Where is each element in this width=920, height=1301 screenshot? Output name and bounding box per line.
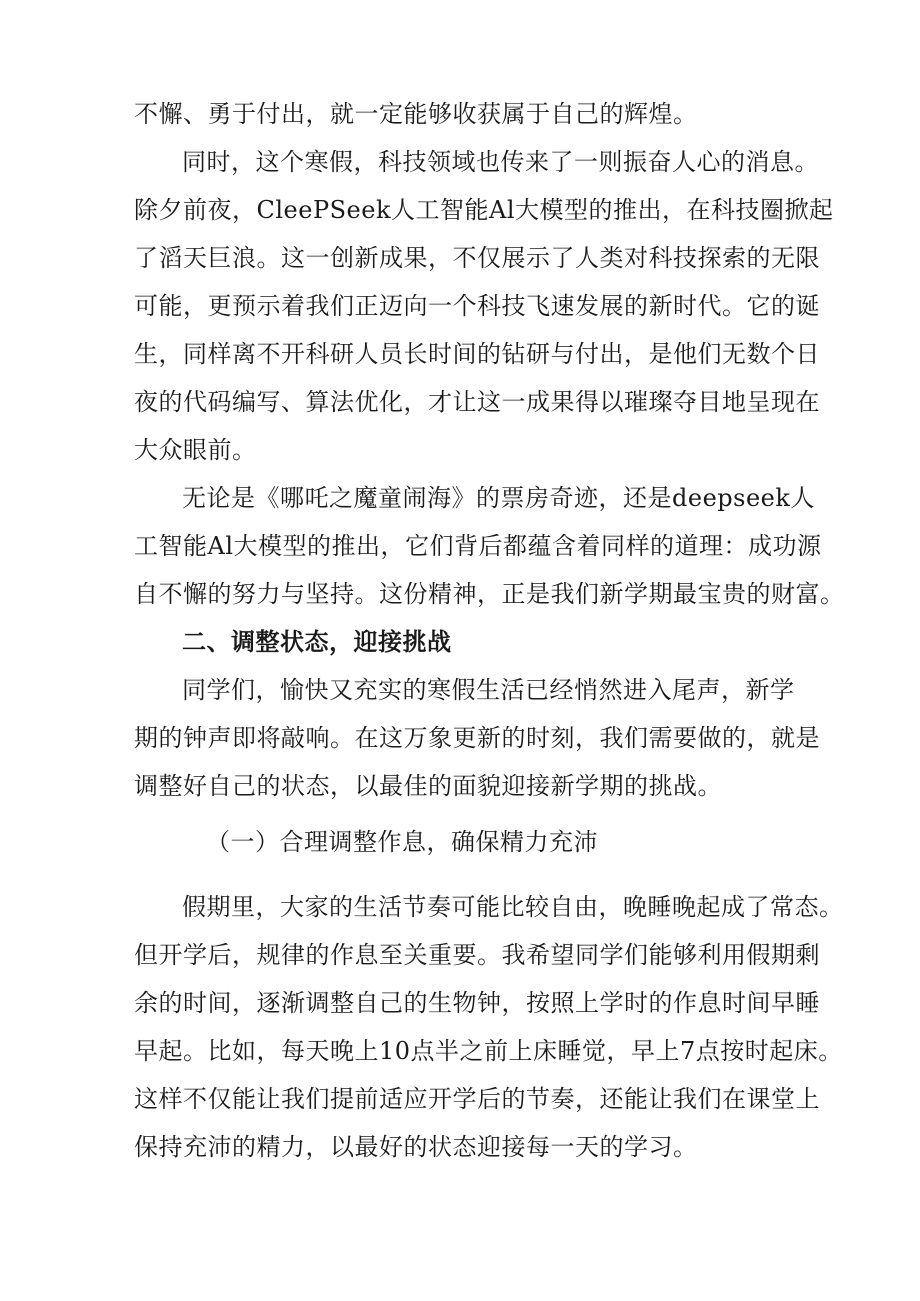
paragraph-line: 假期里，大家的生活节奏可能比较自由，晚睡晚起成了常态。 [182, 893, 844, 921]
paragraph-line: 期的钟声即将敲响。在这万象更新的时刻，我们需要做的，就是 [134, 724, 820, 752]
paragraph-line: 但开学后，规律的作息至关重要。我希望同学们能够利用假期剩 [134, 941, 820, 969]
paragraph-line: 工智能Al大模型的推出，它们背后都蕴含着同样的道理：成功源 [134, 532, 822, 560]
paragraph-line: 调整好自己的状态，以最佳的面貌迎接新学期的挑战。 [134, 772, 722, 800]
section-heading: 二、调整状态，迎接挑战 [182, 627, 452, 656]
paragraph-line: 早起。比如，每天晚上10点半之前上床睡觉，早上7点按时起床。 [134, 1037, 843, 1065]
paragraph-line: 了滔天巨浪。这一创新成果，不仅展示了人类对科技探索的无限 [134, 244, 820, 272]
paragraph-line: 除夕前夜，CleePSeek人工智能Al大模型的推出，在科技圈掀起 [134, 196, 834, 224]
paragraph-line: 同时，这个寒假，科技领域也传来了一则振奋人心的消息。 [182, 148, 819, 176]
paragraph-line: 保持充沛的精力，以最好的状态迎接每一天的学习。 [134, 1133, 698, 1161]
paragraph-line: 余的时间，逐渐调整自己的生物钟，按照上学时的作息时间早睡 [134, 989, 820, 1017]
paragraph-line: 大众眼前。 [134, 436, 257, 464]
paragraph-line: 夜的代码编写、算法优化，才让这一成果得以璀璨夺目地呈现在 [134, 388, 820, 416]
paragraph-line: 这样不仅能让我们提前适应开学后的节奏，还能让我们在课堂上 [134, 1085, 820, 1113]
subsection-heading: （一）合理调整作息，确保精力充沛 [206, 828, 598, 856]
paragraph-line: 无论是《哪吒之魔童闹海》的票房奇迹，还是deepseek人 [182, 484, 815, 512]
paragraph-line: 自不懈的努力与坚持。这份精神，正是我们新学期最宝贵的财富。 [134, 580, 845, 608]
paragraph-line: 同学们，愉快又充实的寒假生活已经悄然进入尾声，新学 [182, 676, 795, 704]
paragraph-line: 不懈、勇于付出，就一定能够收获属于自己的辉煌。 [134, 100, 698, 128]
paragraph-line: 可能，更预示着我们正迈向一个科技飞速发展的新时代。它的诞 [134, 292, 820, 320]
paragraph-line: 生，同样离不开科研人员长时间的钻研与付出，是他们无数个日 [134, 340, 820, 368]
